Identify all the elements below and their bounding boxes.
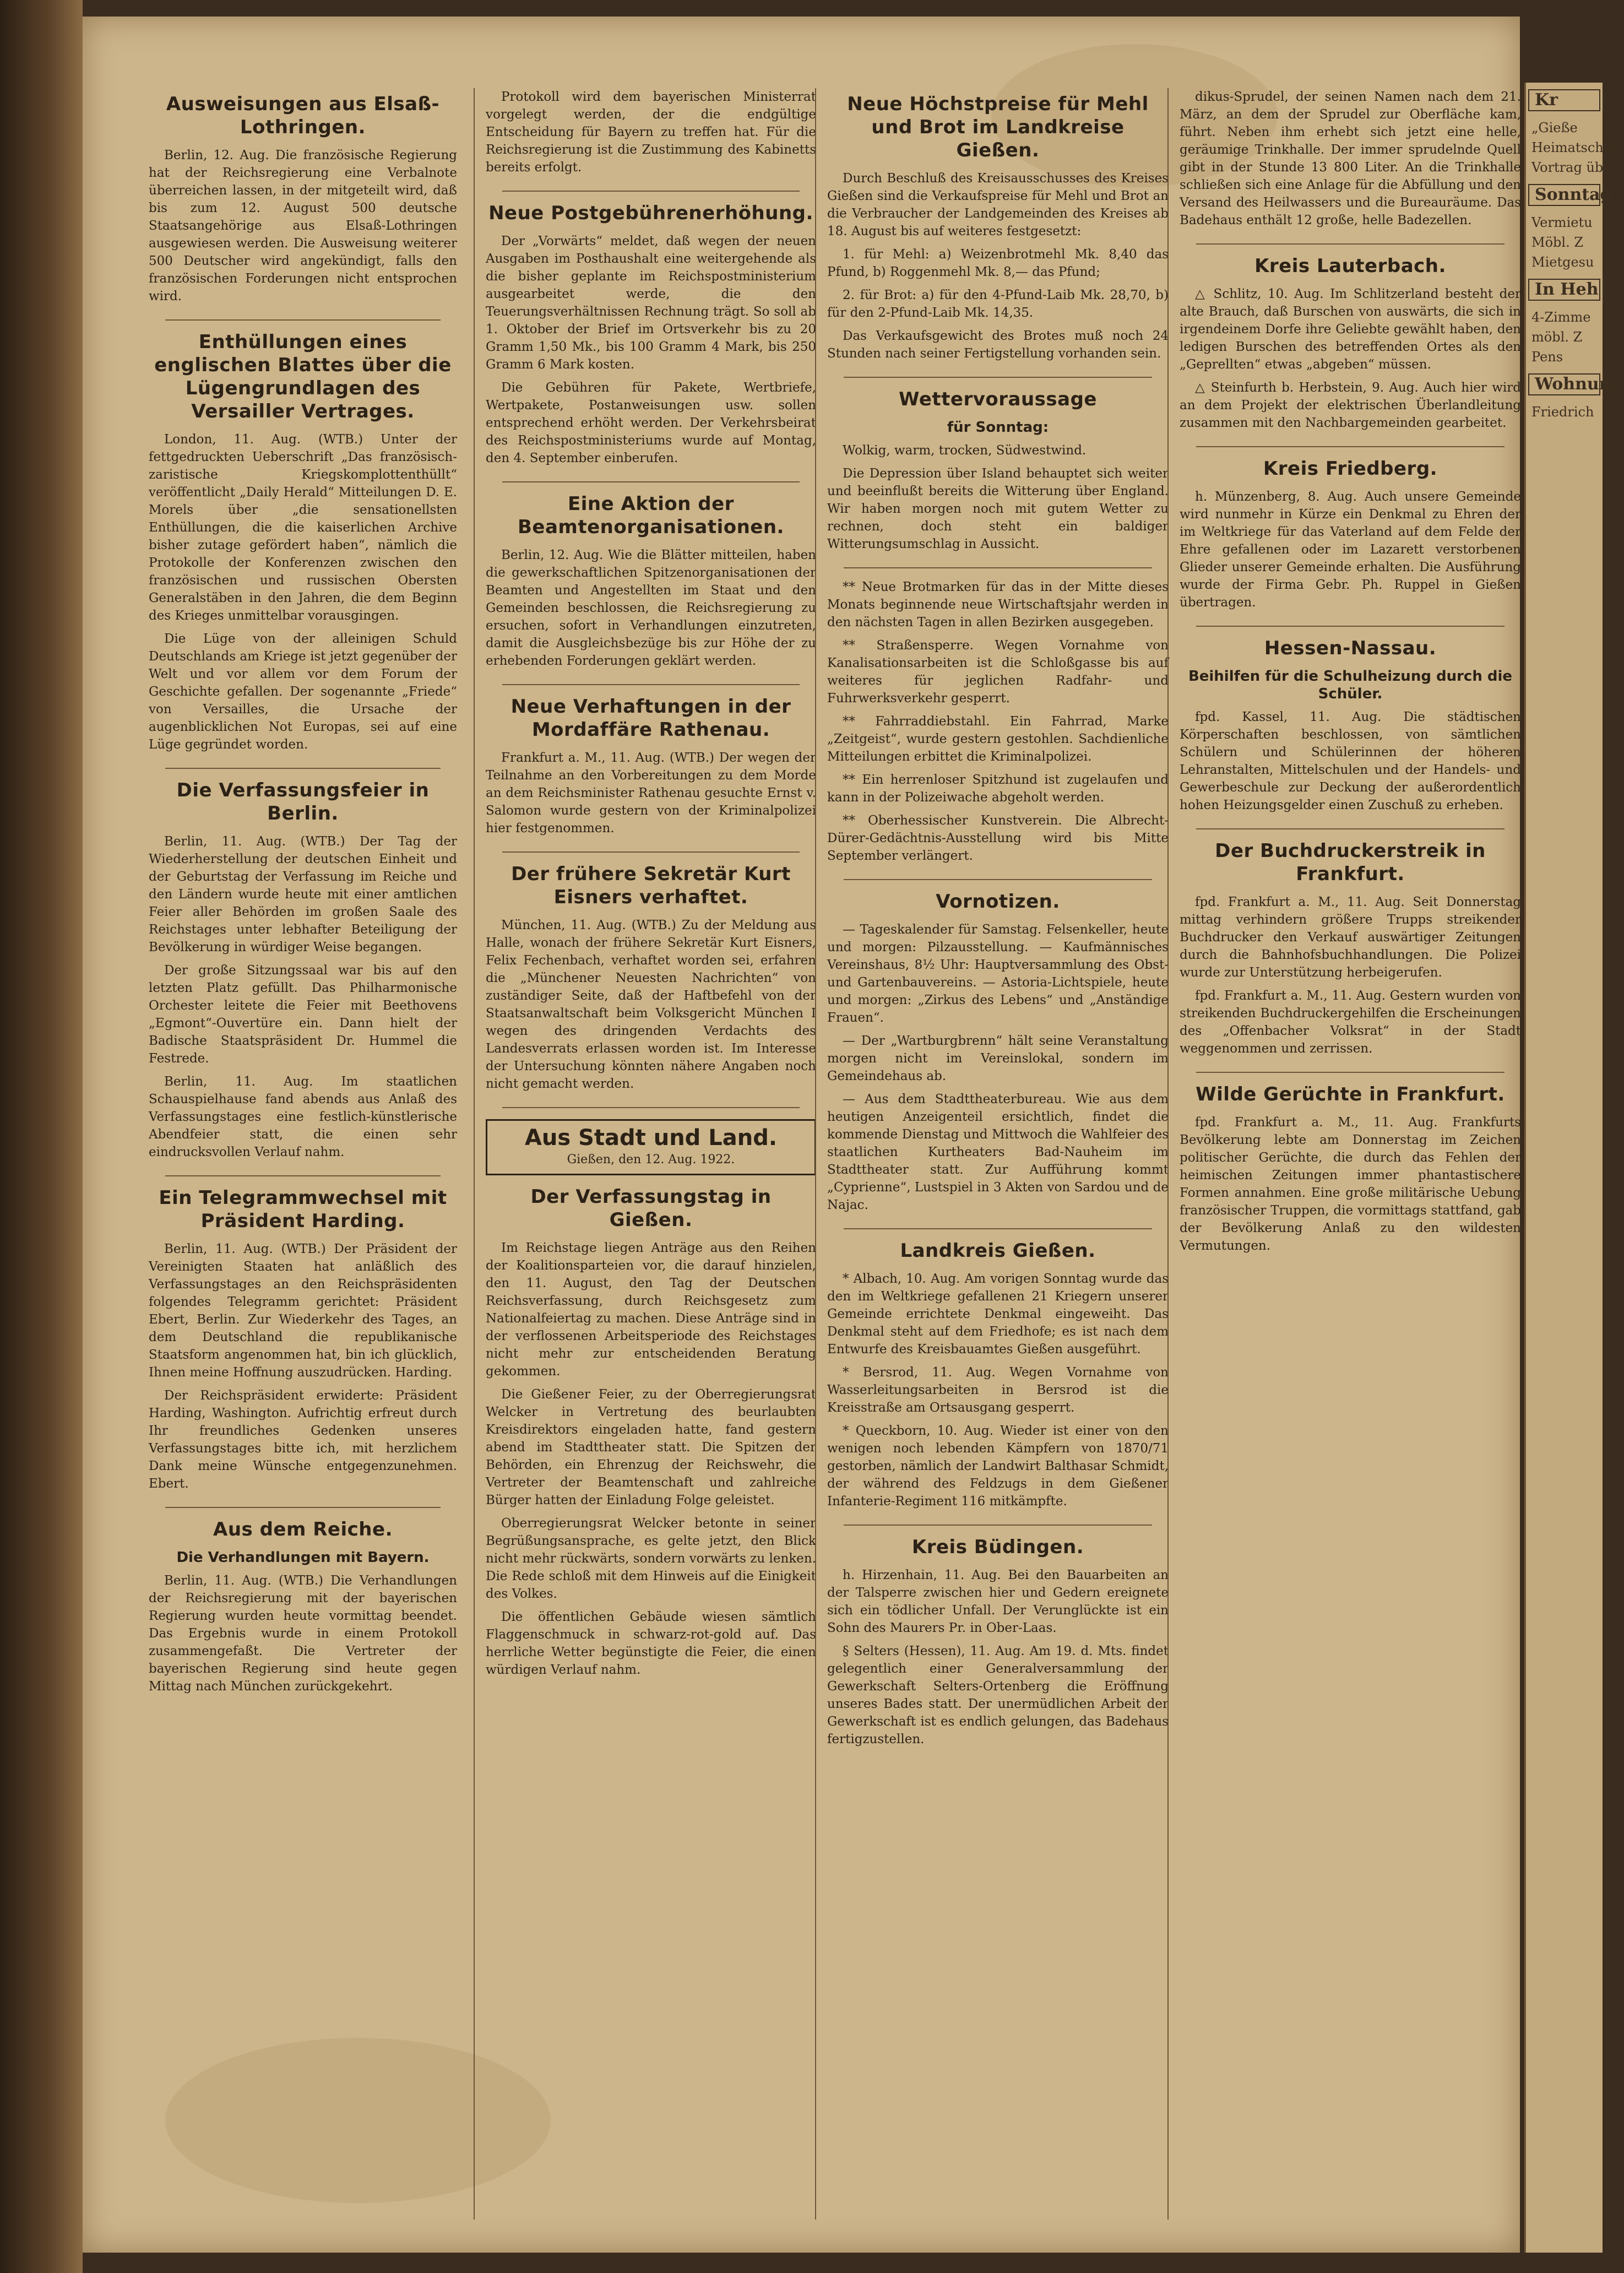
adjacent-page-fragment: Sonntag — [1528, 184, 1600, 206]
headline: Neue Höchstpreise für Mehl und Brot im Landkreise Gießen. — [847, 93, 1149, 161]
headline: Eine Aktion der Beamtenorganisationen. — [518, 493, 784, 538]
article-paragraph: * Bersrod, 11. Aug. Wegen Vornahme von Wasserleitungsarbeiten in Bersrod ist die Kreisstraße am Ortsausgang gesperrt. — [827, 1365, 1169, 1415]
article — [149, 330, 457, 753]
article — [1180, 254, 1521, 432]
article-paragraph: Der große Sitzungssaal war bis auf den letzten Platz gefüllt. Das Philharmonische Orchester leitete die Feier mit Beethovens „Egmont“-Ouvertüre ein. Dann hielt der Badische Staatspräsident Dr. Hummel die Festrede. — [149, 963, 457, 1066]
article-paragraph: Die Gießener Feier, zu der Oberregierungsrat Welcker in Vertretung des beurlaubten Kreisdirektors eingeladen hatte, fand gestern abend im Stadttheater statt. Die Spitzen der Behörden, ein Ehrenzug der Reichswehr, die Vertreter der Beamtenschaft und zahlreiche Bürger hatten der Einladung Folge geleistet. — [486, 1387, 816, 1507]
article-paragraph: fpd. Frankfurt a. M., 11. Aug. Seit Donnerstag mittag verhindern größere Trupps streikender Buchdrucker den Verkauf auswärtiger Zeitungen durch die Bahnhofsbuchhandlungen. Die Polizei wurde zur Unterstützung herbeigerufen. — [1180, 895, 1521, 980]
headline: Vornotizen. — [936, 891, 1060, 913]
divider — [844, 879, 1152, 880]
article-paragraph: dikus-Sprudel, der seinen Namen nach dem 21. März, an dem der Sprudel zur Oberfläche kam, führt. Neben ihm erhebt sich jetzt eine helle, geräumige Trinkhalle. Der immer sprudelnde Quell gibt in der Stunde 13 800 Liter. An die Trinkhalle schließen sich eine Anlage für die Abfüllung und den Versand des Heilwassers und die Bureauräume. Das Badehaus enthält 12 große, helle Badezellen. — [1180, 90, 1521, 227]
headline: Der Buchdruckerstreik in Frankfurt. — [1215, 840, 1486, 885]
article — [827, 93, 1169, 362]
divider — [1196, 828, 1504, 829]
article-paragraph: h. Hirzenhain, 11. Aug. Bei den Bauarbeiten an der Talsperre zwischen hier und Gedern ereignete sich ein tödlicher Unfall. Der Verunglückte ist ein Sohn des Maurers Pr. in Ober-Laas. — [827, 1568, 1169, 1635]
article-paragraph: 2. für Brot: a) für den 4-Pfund-Laib Mk. 28,70, b) für den 2-Pfund-Laib Mk. 14,35. — [827, 288, 1169, 320]
divider — [844, 567, 1152, 568]
article-paragraph: Frankfurt a. M., 11. Aug. (WTB.) Der wegen der Teilnahme an den Vorbereitungen zu dem Morde an dem Reichsminister Rathenau gesuchte Ernst v. Salomon wurde gestern von der Kriminalpolizei hier festgenommen. — [486, 751, 816, 836]
article-paragraph: — Der „Wartburgbrenn“ hält seine Veranstaltung morgen nicht im Vereinslokal, sondern im Gemeindehaus ab. — [827, 1034, 1169, 1083]
subheadline: Die Verhandlungen mit Bayern. — [176, 1549, 430, 1566]
adjacent-page-fragment: Vortrag über — [1531, 160, 1617, 175]
divider — [165, 768, 441, 769]
headline: Wettervoraussage — [899, 388, 1097, 410]
headline: Landkreis Gießen. — [900, 1240, 1096, 1262]
article-paragraph: London, 11. Aug. (WTB.) Unter der fettgedruckten Ueberschrift „Das französisch-zaristische Kriegskomplottenthüllt“ veröffentlicht „Daily Herald“ Mitteilungen D. E. Morels über „die sensationellsten Enthüllungen, die die kaiserlichen Archive bisher zutage gefördert haben“, nämlich die Protokolle der Konferenzen zwischen den französischen und russischen Obersten Generalstäben in den Jahren, die dem Beginn des Krieges unmittelbar vorausgingen. — [149, 432, 457, 623]
article-paragraph: fpd. Kassel, 11. Aug. Die städtischen Körperschaften beschlossen, von sämtlichen Schülern und Schülerinnen der höheren Lehranstalten, Mittelschulen und der Handels- und Gewerbeschule zur Deckung der außerordentlich hohen Heizungsgelder einen Zuschuß zu erheben. — [1180, 710, 1521, 812]
article — [486, 862, 816, 1093]
article — [486, 695, 816, 837]
book-binding — [0, 0, 83, 2273]
article — [1180, 1083, 1521, 1255]
divider — [1196, 626, 1504, 627]
divider — [502, 1107, 800, 1108]
article-paragraph: Das Verkaufsgewicht des Brotes muß noch 24 Stunden nach seiner Fertigstellung vorhanden sein. — [827, 329, 1169, 361]
divider — [165, 319, 441, 321]
divider — [844, 377, 1152, 378]
article-paragraph: * Albach, 10. Aug. Am vorigen Sonntag wurde das den im Weltkriege gefallenen 21 Kriegern unserer Gemeinde errichtete Denkmal eingeweiht. Das Denkmal steht auf dem Friedhofe; es ist nach dem Entwurfe des Kreisbauamtes Gießen ausgeführt. — [827, 1272, 1169, 1357]
article-paragraph: fpd. Frankfurt a. M., 11. Aug. Gestern wurden von streikenden Buchdruckergehilfen die Erscheinungen des „Offenbacher Volksrat“ in der Stadt weggenommen und zerrissen. — [1180, 989, 1521, 1056]
divider — [502, 851, 800, 853]
divider — [165, 1507, 441, 1508]
article-paragraph: h. Münzenberg, 8. Aug. Auch unsere Gemeinde wird nunmehr in Kürze ein Denkmal zu Ehren der im Weltkriege für das Vaterland auf dem Felde der Ehre gefallenen oder im Lazarett verstorbenen Glieder unserer Gemeinde erhalten. Die Ausführung wurde der Firma Gebr. Ph. Ruppel in Gießen übertragen. — [1180, 490, 1521, 610]
divider — [1196, 446, 1504, 447]
article-paragraph: △ Steinfurth b. Herbstein, 9. Aug. Auch hier wird an dem Projekt der elektrischen Überlandleitung zusammen mit den Nachbargemeinden gearbeitet. — [1180, 381, 1521, 430]
article-paragraph: 1. für Mehl: a) Weizenbrotmehl Mk. 8,40 das Pfund, b) Roggenmehl Mk. 8,— das Pfund; — [827, 247, 1169, 279]
adjacent-page-fragment: Friedrich — [1531, 404, 1594, 420]
article-paragraph: ** Fahrraddiebstahl. Ein Fahrrad, Marke „Zeitgeist“, wurde gestern gestohlen. Sachdienliche Mitteilungen erbittet die Kriminalpolizei. — [827, 714, 1169, 764]
adjacent-page-fragment: Kr — [1528, 89, 1600, 111]
divider — [165, 1175, 441, 1176]
article-paragraph: Berlin, 12. Aug. Die französische Regierung hat der Reichsregierung eine Verbalnote überreichen lassen, in der mitgeteilt wird, daß bis zum 12. August 500 deutsche Staatsangehörige aus Elsaß-Lothringen ausgewiesen werden. Die Ausweisung weiterer 500 Deutscher wird angekündigt, falls den französischen Forderungen nicht entsprochen wird. — [149, 148, 457, 303]
adjacent-page-fragment: Pens — [1531, 349, 1563, 365]
headline: Der Verfassungstag in Gießen. — [530, 1186, 772, 1231]
column-2 — [474, 88, 816, 2220]
headline: Hessen-Nassau. — [1264, 637, 1437, 659]
headline: Kreis Büdingen. — [911, 1536, 1084, 1558]
article — [1180, 88, 1521, 229]
adjacent-page-fragment: Wohnung — [1528, 373, 1600, 395]
headline: Neue Verhaftungen in der Mordaffäre Rathenau. — [510, 696, 791, 741]
article-paragraph: ** Ein herrenloser Spitzhund ist zugelaufen und kann in der Polizeiwache abgeholt werden. — [827, 773, 1169, 805]
article — [827, 1239, 1169, 1510]
divider — [502, 191, 800, 192]
article-paragraph: ** Straßensperre. Wegen Vornahme von Kanalisationsarbeiten ist die Schloßgasse bis auf weiteres für jeglichen Radfahr- und Fuhrwerksverkehr gesperrt. — [827, 638, 1169, 706]
article-paragraph: Berlin, 11. Aug. (WTB.) Die Verhandlungen der Reichsregierung mit der bayerischen Regierung wurden heute vormittag beendet. Das Ergebnis wurde in einem Protokoll zusammengefaßt. Die Vertreter der bayerischen Regierung sind heute gegen Mittag nach München zurückgekehrt. — [149, 1574, 457, 1694]
section-header — [486, 1119, 816, 1175]
adjacent-page-fragment: In Heh — [1528, 279, 1600, 301]
article-paragraph: Die öffentlichen Gebäude wiesen sämtlich Flaggenschmuck in schwarz-rot-gold auf. Das herrliche Wetter begünstigte die Feier, die einen würdigen Verlauf nahm. — [486, 1610, 816, 1677]
article — [827, 890, 1169, 1214]
headline: Neue Postgebührenerhöhung. — [488, 202, 813, 224]
article — [1180, 839, 1521, 1057]
article-paragraph: ** Neue Brotmarken für das in der Mitte dieses Monats beginnende neue Wirtschaftsjahr werden in den nächsten Tagen in allen Bezirken ausgegeben. — [827, 580, 1169, 630]
divider — [1196, 1072, 1504, 1073]
adjacent-page-fragment: Mietgesu — [1531, 254, 1594, 270]
column-4 — [1167, 88, 1521, 2220]
article-paragraph: Berlin, 12. Aug. Wie die Blätter mitteilen, haben die gewerkschaftlichen Spitzenorganisationen der Beamten und Angestellten im Staat und den Gemeinden beschlossen, die Reichsregierung zu ersuchen, sofort in Verhandlungen einzutreten, damit die Ausgleichsbezüge bis zur Höhe der zu erhebenden Forderungen geklärt werden. — [486, 548, 816, 668]
article — [486, 1119, 816, 1679]
article-paragraph: Die Gebühren für Pakete, Wertbriefe, Wertpakete, Postanweisungen usw. sollen entsprechend erhöht werden. Der Verkehrsbeirat des Reichspostministeriums wurde auf Montag, den 4. September einberufen. — [486, 381, 816, 465]
column-1 — [149, 88, 457, 2220]
article-paragraph: Die Lüge von der alleinigen Schuld Deutschlands am Kriege ist jetzt gegenüber der Welt und vor allem vor dem Forum der Geschichte gefallen. Der sogenannte „Friede“ von Versailles, die Ursache der augenblicklichen Not Europas, sei auf eine Lüge gegründet worden. — [149, 632, 457, 752]
divider — [502, 684, 800, 685]
subheadline: für Sonntag: — [947, 419, 1049, 436]
divider — [844, 1525, 1152, 1526]
article-paragraph: * Queckborn, 10. Aug. Wieder ist einer von den wenigen noch lebenden Kämpfern von 1870/71 gestorben, nämlich der Landwirt Balthasar Schmidt, der während des Feldzugs in dem Gießener Infanterie-Regiment 116 mitkämpfte. — [827, 1424, 1169, 1509]
column-3 — [815, 88, 1169, 2220]
article-paragraph: Wolkig, warm, trocken, Südwestwind. — [843, 443, 1087, 458]
headline: Enthüllungen eines englischen Blattes über die Lügengrundlagen des Versailler Vertrages. — [154, 331, 452, 422]
headline: Kreis Lauterbach. — [1254, 255, 1446, 277]
divider — [502, 481, 800, 482]
article-paragraph: ** Oberhessischer Kunstverein. Die Albrecht-Dürer-Gedächtnis-Ausstellung wird bis Mitte September verlängert. — [827, 813, 1169, 863]
subheadline: Beihilfen für die Schulheizung durch die Schüler. — [1188, 668, 1513, 702]
article — [486, 492, 816, 670]
article — [827, 1536, 1169, 1748]
section-title: Aus Stadt und Land. — [524, 1125, 778, 1151]
article — [1180, 457, 1521, 611]
article-paragraph: § Selters (Hessen), 11. Aug. Am 19. d. Mts. findet gelegentlich einer Generalversammlung der Gewerkschaft Selters-Ortenberg die Eröffnung unseres Bades statt. Der unermüdlichen Arbeit der Gewerkschaft ist es endlich gelungen, das Badehaus fertigzustellen. — [827, 1644, 1169, 1746]
adjacent-page-edge — [1524, 83, 1624, 2253]
article-paragraph: Berlin, 11. Aug. Im staatlichen Schauspielhause fand abends aus Anlaß des Verfassungstages eine festlich-künstlerische Abendfeier statt, die einen sehr eindrucksvollen Verlauf nahm. — [149, 1075, 457, 1159]
article — [827, 578, 1169, 865]
article — [1180, 637, 1521, 814]
adjacent-page-fragment: Vermietu — [1531, 215, 1593, 230]
article-paragraph: Protokoll wird dem bayerischen Ministerrat vorgelegt werden, der die endgültige Entscheidung für Bayern zu treffen hat. Für die Reichsregierung ist die Zustimmung des Kabinetts bereits erfolgt. — [486, 90, 816, 175]
article-paragraph: fpd. Frankfurt a. M., 11. Aug. Frankfurts Bevölkerung lebte am Donnerstag im Zeichen politischer Gerüchte, die durch das Fehlen der heimischen Zeitungen immer phantastischere Formen annahmen. Eine große militärische Uebung französischer Truppen, die vormittags stattfand, gab der Bevölkerung Anlaß zu den wildesten Vermutungen. — [1180, 1115, 1521, 1253]
adjacent-page-fragment: möbl. Z — [1531, 329, 1583, 345]
article-paragraph: Der Reichspräsident erwiderte: Präsident Harding, Washington. Aufrichtig erfreut durch Ihr freundliches Gedenken unseres Verfassungstages bitte ich, mit herzlichem Dank meine Wünsche entgegenzunehmen. Ebert. — [149, 1388, 457, 1491]
adjacent-page-fragment: 4-Zimme — [1531, 310, 1591, 325]
article-paragraph: Der „Vorwärts“ meldet, daß wegen der neuen Ausgaben im Posthaushalt eine weitergehende als die bisher geplante im Reichspostministerium ausgearbeitet werde, die den Teuerungsverhältnissen Rechnung trägt. So soll ab 1. Oktober der Brief im Ortsverkehr bis zu 20 Gramm 1,50 Mk., bis 100 Gramm 4 Mark, bis 250 Gramm 6 Mark kosten. — [486, 234, 816, 372]
headline: Ausweisungen aus Elsaß-Lothringen. — [166, 93, 440, 138]
article — [149, 93, 457, 305]
article — [149, 1518, 457, 1695]
dateline: Gießen, den 12. Aug. 1922. — [567, 1153, 735, 1167]
article-paragraph: Berlin, 11. Aug. (WTB.) Der Tag der Wiederherstellung der deutschen Einheit und der Geburtstag der Verfassung im Reiche und den Ländern wurde heute mit einer amtlichen Feier aller Behörden im großen Saale des Reichstages unter lebhafter Beteiligung der Bevölkerung in würdiger Weise begangen. — [149, 834, 457, 954]
article-paragraph: Berlin, 11. Aug. (WTB.) Der Präsident der Vereinigten Staaten hat anläßlich des Verfassungstages an den Reichspräsidenten folgendes Telegramm gerichtet: Präsident Ebert, Berlin. Zur Wiederkehr des Tages, an dem Deutschland die republikanische Staatsform angenommen hat, bin ich glücklich, Ihnen meine Hoffnung auszudrücken. Harding. — [149, 1242, 457, 1380]
article-paragraph: Im Reichstage liegen Anträge aus den Reihen der Koalitionsparteien vor, die darauf hinzielen, den 11. August, den Tag der Deutschen Reichsverfassung, durch Reichsgesetz zum Nationalfeiertag zu machen. Diese Anträge sind in der verflossenen Arbeitsperiode des Reichstages nicht mehr zur entscheidenden Beratung gekommen. — [486, 1241, 816, 1379]
article-paragraph: München, 11. Aug. (WTB.) Zu der Meldung aus Halle, wonach der frühere Sekretär Kurt Eisners, Felix Fechenbach, verhaftet worden sei, erfahren die „Münchener Neuesten Nachrichten“ von zuständiger Seite, daß der Haftbefehl von der Staatsanwaltschaft beim Volksgericht München I wegen des dringenden Verdachts des Landesverrats erlassen worden ist. Im Interesse der Untersuchung könnten nähere Angaben noch nicht gemacht werden. — [486, 918, 816, 1091]
article-paragraph: △ Schlitz, 10. Aug. Im Schlitzerland besteht der alte Brauch, daß Burschen von auswärts, die sich in irgendeinem Dorfe ihre Geliebte gewählt haben, den ledigen Burschen des betreffenden Ortes als den „Geprellten“ etwas „abgeben“ müssen. — [1180, 287, 1521, 372]
article-paragraph: Die Depression über Island behauptet sich weiter und beeinflußt bereits die Witterung über England. Wir haben morgen noch mit gutem Wetter zu rechnen, doch steht ein baldiger Witterungsumschlag in Aussicht. — [827, 466, 1169, 551]
adjacent-page-fragment: Heimatschutz — [1531, 140, 1624, 155]
article — [486, 88, 816, 176]
headline: Die Verfassungsfeier in Berlin. — [176, 779, 430, 824]
headline: Aus dem Reiche. — [213, 1518, 393, 1540]
headline: Ein Telegrammwechsel mit Präsident Harding. — [159, 1187, 447, 1232]
article — [149, 779, 457, 1161]
adjacent-page-fragment: Möbl. Z — [1531, 235, 1583, 250]
article-paragraph: — Aus dem Stadttheaterbureau. Wie aus dem heutigen Anzeigenteil ersichtlich, findet die kommende Dienstag und Mittwoch die Wahlfeier des staatlichen Kurtheaters Bad-Nauheim im Stadttheater statt. Zur Aufführung kommt „Cyprienne“, Lustspiel in 3 Akten von Sardou und de Najac. — [827, 1092, 1169, 1212]
divider — [1196, 243, 1504, 245]
article — [149, 1186, 457, 1493]
article-paragraph: Durch Beschluß des Kreisausschusses des Kreises Gießen sind die Verkaufspreise für Mehl und Brot an die Verbraucher der Landgemeinden des Kreises ab 18. August bis auf weiteres festgesetzt: — [827, 171, 1169, 238]
article-paragraph: Oberregierungsrat Welcker betonte in seiner Begrüßungsansprache, es gelte jetzt, den Blick nicht mehr rückwärts, sondern vorwärts zu lenken. Die Rede schloß mit dem Hinweis auf die Einigkeit des Volkes. — [486, 1516, 816, 1601]
article-paragraph: — Tageskalender für Samstag. Felsenkeller, heute und morgen: Pilzausstellung. — Kaufmännisches Vereinshaus, 8½ Uhr: Hauptversammlung des Obst- und Gartenbauvereins. — Astoria-Lichtspiele, heute und morgen: „Zirkus des Lebens“ und „Anständige Frauen“. — [827, 923, 1169, 1025]
headline: Kreis Friedberg. — [1263, 458, 1438, 480]
headline: Der frühere Sekretär Kurt Eisners verhaftet. — [511, 863, 791, 908]
article — [827, 388, 1169, 553]
divider — [844, 1228, 1152, 1229]
headline: Wilde Gerüchte in Frankfurt. — [1196, 1083, 1505, 1105]
article — [486, 202, 816, 467]
adjacent-page-fragment: „Gieße — [1531, 120, 1578, 135]
